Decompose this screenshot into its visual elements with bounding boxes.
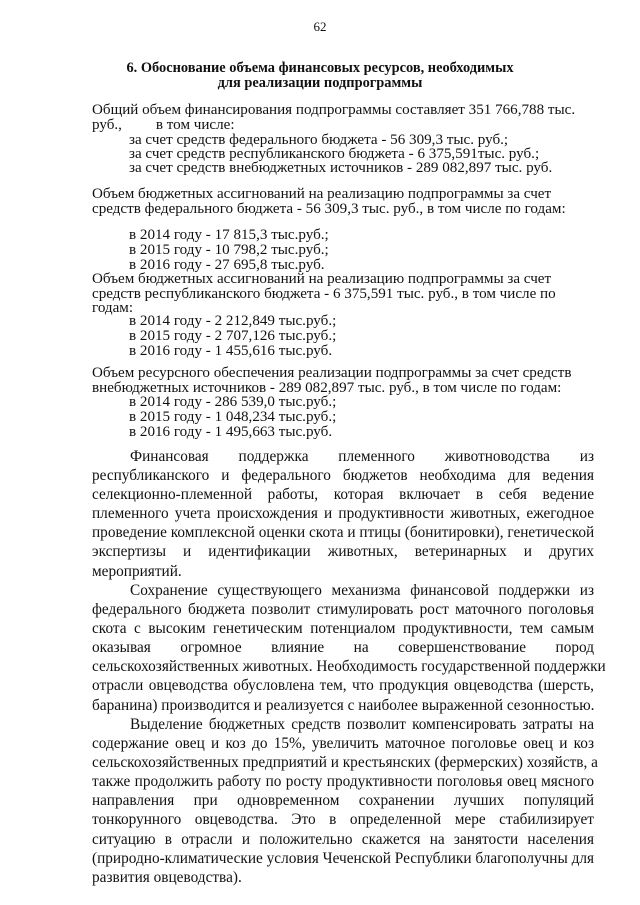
- paragraph-support-mechanism: [92, 581, 606, 715]
- republic-line-1: Объем бюджетных ассигнований на реализацию подпрограммы за счет: [92, 271, 552, 287]
- paragraph-line: баранина) производится и реализуется с наиболее выраженной сезонностью.: [92, 696, 595, 714]
- total-item: за счет средств внебюджетных источников - 289 082,897 тыс. руб.: [129, 160, 553, 176]
- federal-line-1: Объем бюджетных ассигнований на реализацию подпрограммы за счет: [92, 186, 552, 202]
- paragraph-line: племенного учета происхождения и продуктивности животных, ежегодное: [92, 505, 594, 523]
- republic-line-3: годам:: [92, 300, 134, 316]
- paragraph-line: также продолжить работу по росту продуктивности поголовья овец мясного: [92, 773, 594, 791]
- paragraph-line: селекционно-племенной работы, которая включает в себя ведение: [92, 486, 594, 504]
- federal-year: в 2016 году - 27 695,8 тыс.руб.: [129, 257, 325, 273]
- paragraph-line: тонкорунного овцеводства. Это в определенной мере стабилизирует: [92, 811, 594, 829]
- extra-year: в 2014 году - 286 539,0 тыс.руб.;: [129, 394, 337, 410]
- paragraph-line: скота с высоким генетическим потенциалом продуктивности, тем самым: [92, 620, 594, 638]
- extra-year: в 2015 году - 1 048,234 тыс.руб.;: [129, 409, 337, 425]
- paragraph-line: экспертизы и идентификации животных, ветеринарных и других: [92, 543, 594, 561]
- paragraph-line: сельскохозяйственных животных. Необходимость государственной поддержки: [92, 658, 606, 676]
- total-line-2: руб., в том числе:: [92, 117, 235, 133]
- republic-year: в 2015 году - 2 707,126 тыс.руб.;: [129, 328, 337, 344]
- heading-line-1: 6. Обоснование объема финансовых ресурсов, необходимых: [126, 60, 514, 76]
- extra-line-2: внебюджетных источников - 289 082,897 тыс. руб., в том числе по годам:: [92, 380, 562, 396]
- federal-year: в 2014 году - 17 815,3 тыс.руб.;: [129, 227, 329, 243]
- total-item: за счет средств республиканского бюджета - 6 375,591тыс. руб.;: [129, 146, 540, 162]
- total-item: за счет средств федерального бюджета - 56 309,3 тыс. руб.;: [129, 132, 509, 148]
- paragraph-line: республиканского и федерального бюджетов необходима для ведения: [92, 467, 594, 485]
- paragraph-budget-allocation: [92, 715, 598, 887]
- paragraph-line: отрасли овцеводства обусловлена тем, что продукция овцеводства (шерсть,: [92, 677, 594, 695]
- federal-year: в 2015 году - 10 798,2 тыс.руб.;: [129, 242, 329, 258]
- total-line-1: Общий объем финансирования подпрограммы составляет 351 766,788 тыс.: [92, 102, 576, 118]
- paragraph-line: направления при одновременном сохранении лучших популяций: [92, 792, 594, 810]
- extra-year: в 2016 году - 1 495,663 тыс.руб.: [129, 424, 333, 440]
- paragraph-line: Финансовая поддержка племенного животноводства из: [130, 448, 594, 465]
- paragraph-line: оказывая огромное влияние на совершенствование пород: [92, 639, 594, 657]
- republic-year: в 2016 году - 1 455,616 тыс.руб.: [129, 343, 333, 359]
- paragraph-line: Выделение бюджетных средств позволит компенсировать затраты на: [130, 716, 594, 733]
- extra-line-1: Объем ресурсного обеспечения реализации подпрограммы за счет средств: [92, 365, 572, 381]
- paragraph-line: ситуацию в отрасли и положительно скажется на занятости населения: [92, 830, 594, 848]
- republic-year: в 2014 году - 2 212,849 тыс.руб.;: [129, 313, 337, 329]
- page-number: 62: [313, 19, 327, 34]
- paragraph-line: Сохранение существующего механизма финансовой поддержки из: [130, 582, 594, 599]
- heading-line-2: для реализации подпрограммы: [217, 75, 423, 91]
- republic-line-2: средств республиканского бюджета - 6 375,591 тыс. руб., в том числе по: [92, 286, 556, 302]
- paragraph-livestock-support: [92, 447, 594, 581]
- paragraph-line: содержание овец и коз до 15%, увеличить маточное поголовье овец и коз: [92, 735, 594, 753]
- section-heading: [110, 61, 530, 91]
- paragraph-line: (природно-климатические условия Чеченской Республики благополучны для: [92, 849, 595, 867]
- paragraph-line: мероприятий.: [92, 562, 182, 580]
- federal-line-2: средств федерального бюджета - 56 309,3 тыс. руб., в том числе по годам:: [92, 201, 566, 217]
- paragraph-line: сельскохозяйственных предприятий и крестьянских (фермерских) хозяйств, а: [92, 754, 598, 772]
- paragraph-line: федерального бюджета позволит стимулировать рост маточного поголовья: [92, 601, 594, 619]
- paragraph-line: развития овцеводства).: [92, 868, 242, 886]
- paragraph-line: проведение комплексной оценки скота и птицы (бонитировки), генетической: [92, 524, 595, 542]
